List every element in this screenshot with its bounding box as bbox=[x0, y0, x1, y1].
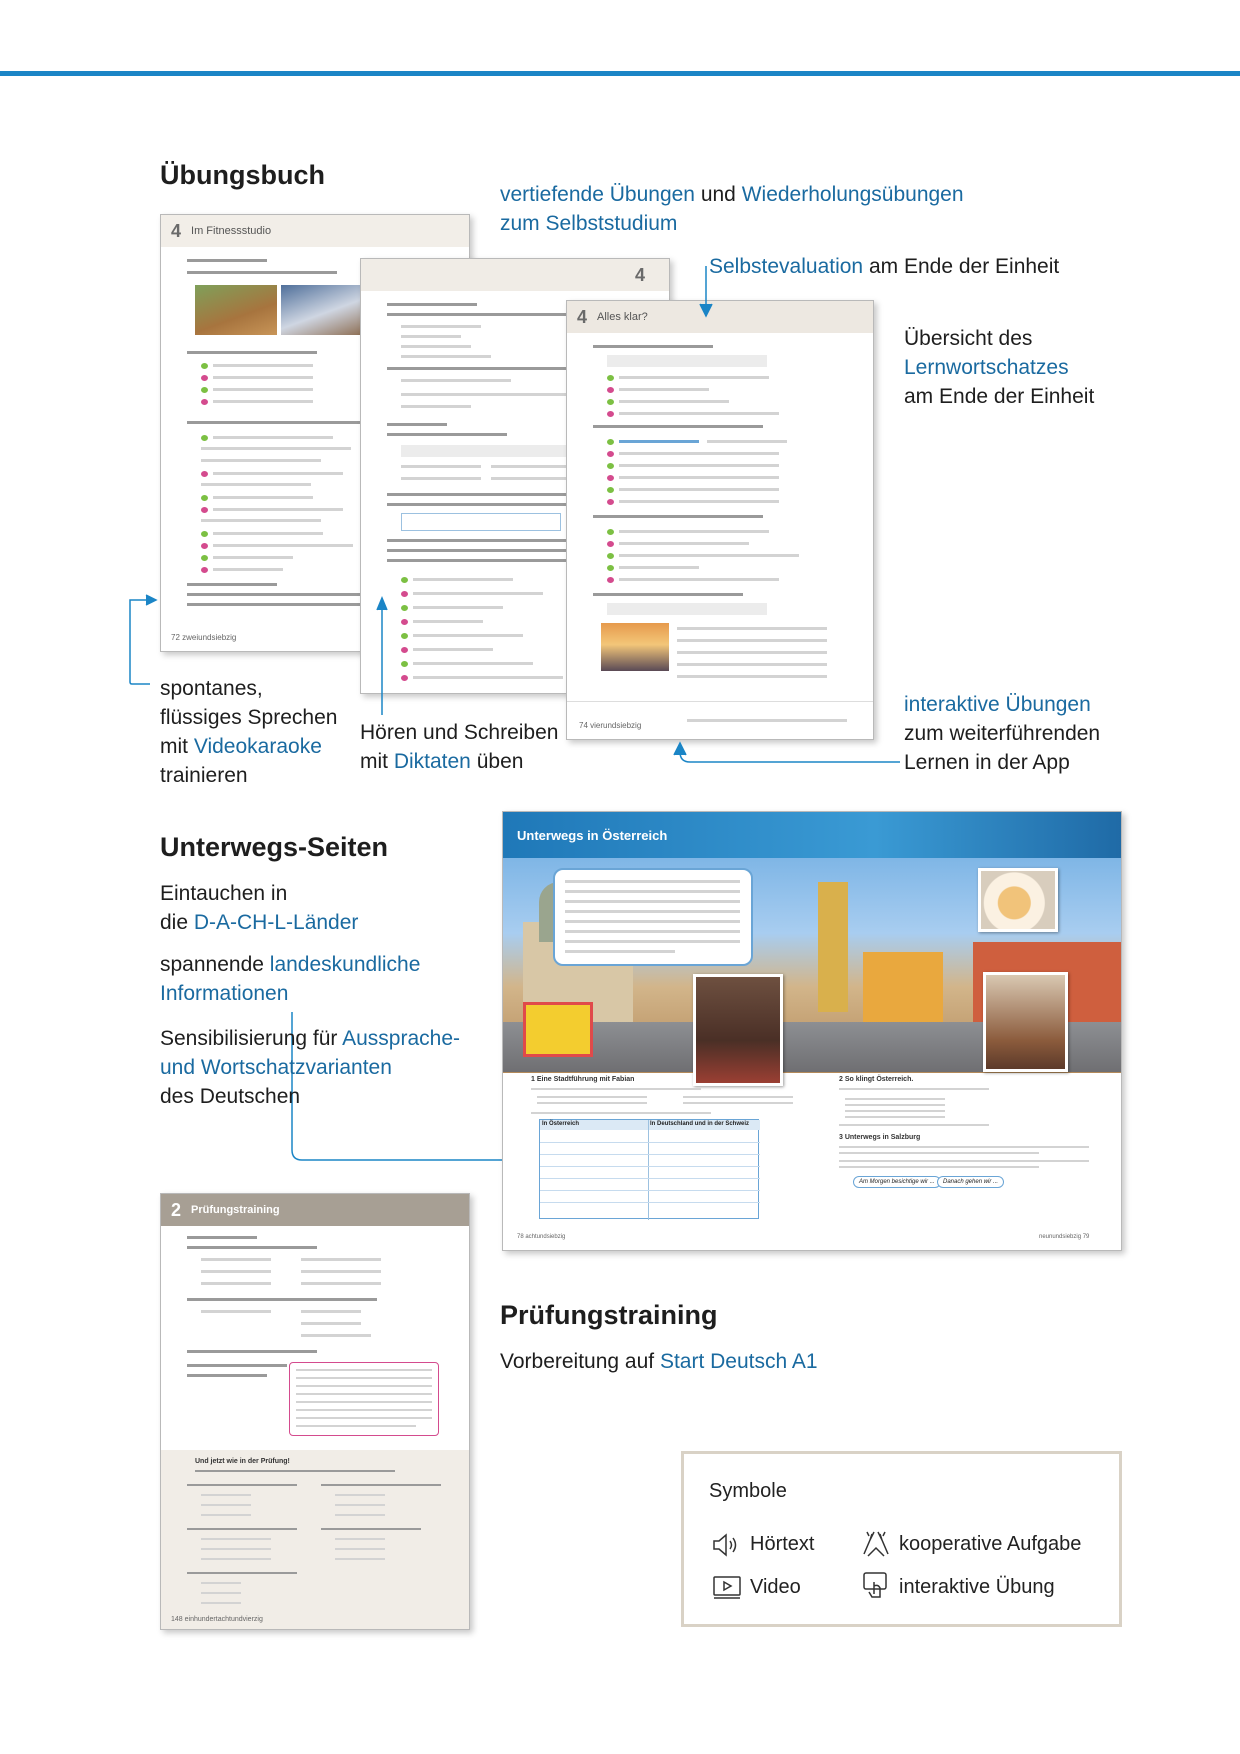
legend-label-kooperative-aufgabe: kooperative Aufgabe bbox=[899, 1533, 1082, 1555]
task-1-title: 1 Eine Stadtführung mit Fabian bbox=[531, 1076, 635, 1083]
page-footer: 148 einhundertachtundvierzig bbox=[171, 1616, 263, 1623]
section-title-pruefungstraining: Prüfungstraining bbox=[500, 1300, 718, 1330]
callout-videokaraoke-2: flüssiges Sprechen bbox=[160, 706, 338, 729]
page-unit-number: 4 bbox=[171, 220, 182, 241]
task-2-title: 2 So klingt Österreich. bbox=[839, 1076, 914, 1083]
chat-bubble-afterwards: Danach gehen wir ... bbox=[937, 1176, 1004, 1188]
legend-label-video: Video bbox=[750, 1576, 801, 1598]
legend-label-interaktive-uebung: interaktive Übung bbox=[899, 1576, 1055, 1598]
page-chapter-title: Prüfungstraining bbox=[191, 1204, 280, 1216]
page-footer: 74 vierundsiebzig bbox=[579, 721, 642, 730]
page-footer: 72 zweiundsiebzig bbox=[171, 633, 237, 642]
food-photo bbox=[978, 868, 1058, 932]
variants-table bbox=[539, 1119, 759, 1219]
spread-footer-left: 78 achtundsiebzig bbox=[517, 1234, 566, 1240]
yellow-sculpture bbox=[523, 1002, 593, 1057]
spread-footer-right: neunundsiebzig 79 bbox=[1039, 1234, 1090, 1240]
chat-bubble-morning: Am Morgen besichtige wir ... bbox=[853, 1176, 941, 1188]
callout-diktate-2: mit Diktaten üben bbox=[360, 750, 524, 773]
unterwegs-text-1b: die D-A-CH-L-Länder bbox=[160, 911, 359, 934]
callout-interaktive-uebungen-1: interaktive Übungen bbox=[904, 693, 1091, 716]
unterwegs-text-2a: spannende landeskundliche bbox=[160, 953, 421, 976]
musicians-photo bbox=[983, 972, 1068, 1072]
page-chapter-title: Im Fitnessstudio bbox=[191, 225, 272, 237]
hands-icon bbox=[860, 1528, 892, 1558]
callout-lernwortschatz-2: Lernwortschatzes bbox=[904, 356, 1069, 379]
fabian-speech-bubble bbox=[553, 868, 753, 966]
callout-interaktive-uebungen-3: Lernen in der App bbox=[904, 751, 1070, 774]
clock-tower bbox=[818, 882, 848, 1012]
callout-interaktive-uebungen-2: zum weiterführenden bbox=[904, 722, 1101, 745]
page-unit-number: 4 bbox=[634, 264, 645, 285]
unterwegs-text-3a: Sensibilisierung für Aussprache- bbox=[160, 1027, 460, 1050]
callout-lernwortschatz-1: Übersicht des bbox=[904, 327, 1033, 350]
page-unit-number: 2 bbox=[171, 1199, 182, 1220]
tip-box bbox=[289, 1362, 439, 1436]
speaker-icon bbox=[711, 1530, 743, 1560]
callout-diktate-1: Hören und Schreiben bbox=[360, 721, 559, 744]
callout-videokaraoke-4: trainieren bbox=[160, 764, 248, 787]
callout-vertiefende-uebungen: vertiefende Übungen und Wiederholungsübungen bbox=[500, 183, 964, 206]
table-header-austria: In Österreich bbox=[542, 1121, 580, 1127]
unterwegs-spread bbox=[502, 811, 1122, 1251]
fabian-portrait bbox=[693, 974, 783, 1086]
unterwegs-text-3c: des Deutschen bbox=[160, 1085, 301, 1108]
legend-label-hoertext: Hörtext bbox=[750, 1533, 815, 1555]
section-title-unterwegs: Unterwegs-Seiten bbox=[160, 832, 389, 862]
table-header-germany: In Deutschland und in der Schweiz bbox=[650, 1121, 750, 1127]
task-3-title: 3 Unterwegs in Salzburg bbox=[839, 1134, 921, 1141]
page-unit-number: 4 bbox=[577, 306, 588, 327]
callout-lernwortschatz-3: am Ende der Einheit bbox=[904, 385, 1095, 408]
page-chapter-title: Alles klar? bbox=[597, 311, 648, 323]
exam-section-title: Und jetzt wie in der Prüfung! bbox=[195, 1458, 290, 1465]
unterwegs-text-2b: Informationen bbox=[160, 982, 289, 1005]
callout-videokaraoke-1: spontanes, bbox=[160, 677, 263, 700]
spread-header-title: Unterwegs in Österreich bbox=[517, 828, 668, 843]
pruefungstraining-page bbox=[160, 1193, 470, 1630]
symbols-legend bbox=[681, 1451, 1122, 1627]
callout-selbstevaluation: Selbstevaluation am Ende der Einheit bbox=[709, 255, 1060, 278]
unterwegs-text-3b: und Wortschatzvarianten bbox=[160, 1056, 392, 1079]
video-icon bbox=[711, 1572, 743, 1602]
section-title-uebungsbuch: Übungsbuch bbox=[160, 160, 325, 190]
touch-icon bbox=[860, 1570, 892, 1600]
symbols-title: Symbole bbox=[709, 1480, 787, 1502]
unterwegs-text-1a: Eintauchen in bbox=[160, 882, 288, 905]
pruefung-text: Vorbereitung auf Start Deutsch A1 bbox=[500, 1350, 818, 1373]
callout-selbststudium: zum Selbststudium bbox=[500, 212, 678, 235]
callout-videokaraoke-3: mit Videokaraoke bbox=[160, 735, 322, 758]
